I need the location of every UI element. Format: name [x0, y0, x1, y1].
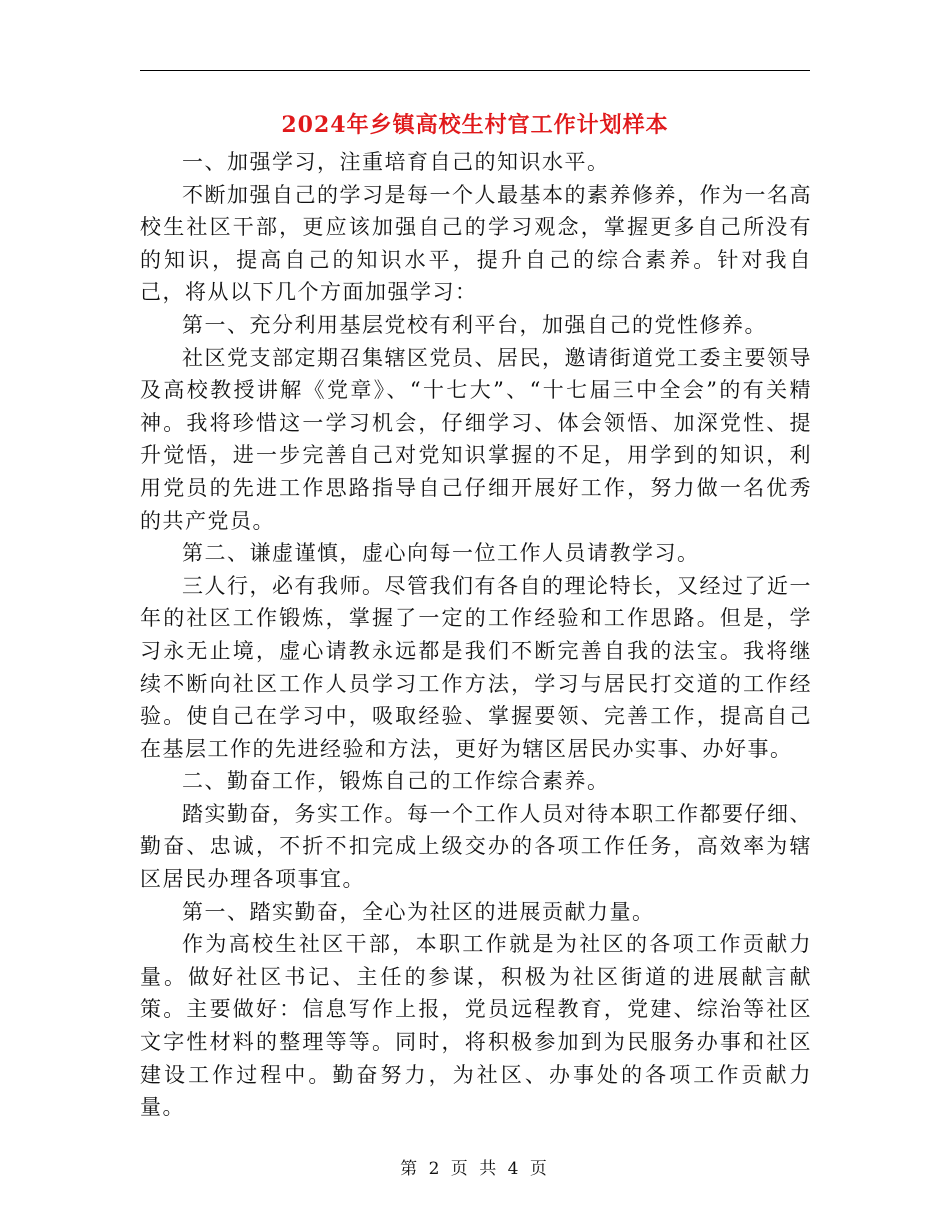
subsection-heading: 第二、谦虚谨慎，虚心向每一位工作人员请教学习。: [182, 541, 700, 566]
paragraph: 三人行，必有我师。尽管我们有各自的理论特长，又经过了近一年的社区工作锻炼，掌握了一定的工作经验和工作思路。但是，学习永无止境，虚心请教永远都是我们不断完善自我的法宝。我将继续不断向社区工作人员学习工作方法，学习与居民打交道的工作经验。使自己在学习中，吸取经验、掌握要领、完善工作，提高自己在基层工作的先进经验和方法，更好为辖区居民办实事、办好事。: [140, 573, 812, 761]
document-title: 2024年乡镇高校生村官工作计划样本: [281, 112, 669, 138]
page-number: 第 2 页 共 4 页: [400, 1159, 550, 1179]
header-rule: [140, 70, 810, 71]
paragraph: 不断加强自己的学习是每一个人最基本的素养修养，作为一名高校生社区干部，更应该加强自己的学习观念，掌握更多自己所没有的知识，提高自己的知识水平，提升自己的综合素养。针对我自己，将从以下几个方面加强学习：: [140, 182, 812, 305]
subsection-heading: 第一、踏实勤奋，全心为社区的进展贡献力量。: [182, 899, 655, 924]
paragraph: 作为高校生社区干部，本职工作就是为社区的各项工作贡献力量。做好社区书记、主任的参谋，积极为社区街道的进展献言献策。主要做好：信息写作上报，党员远程教育，党建、综治等社区文字性材料的整理等等。同时，将积极参加到为民服务办事和社区建设工作过程中。勤奋努力，为社区、办事处的各项工作贡献力量。: [140, 932, 812, 1120]
section-heading: 一、加强学习，注重培育自己的知识水平。: [182, 150, 610, 174]
paragraph: 社区党支部定期召集辖区党员、居民，邀请街道党工委主要领导及高校教授讲解《党章》、“十七大”、“十七届三中全会”的有关精神。我将珍惜这一学习机会，仔细学习、体会领悟、加深党性、提升觉悟，进一步完善自己对党知识掌握的不足，用学到的知识，利用党员的先进工作思路指导自己仔细开展好工作，努力做一名优秀的共产党员。: [140, 345, 812, 533]
subsection-heading: 第一、充分利用基层党校有利平台，加强自己的党性修养。: [182, 312, 767, 337]
document-body: [140, 146, 812, 1124]
paragraph: 踏实勤奋，务实工作。每一个工作人员对待本职工作都要仔细、勤奋、忠诚，不折不扣完成上级交办的各项工作任务，高效率为辖区居民办理各项事宜。: [140, 801, 812, 892]
section-heading: 二、勤奋工作，锻炼自己的工作综合素养。: [182, 769, 610, 794]
